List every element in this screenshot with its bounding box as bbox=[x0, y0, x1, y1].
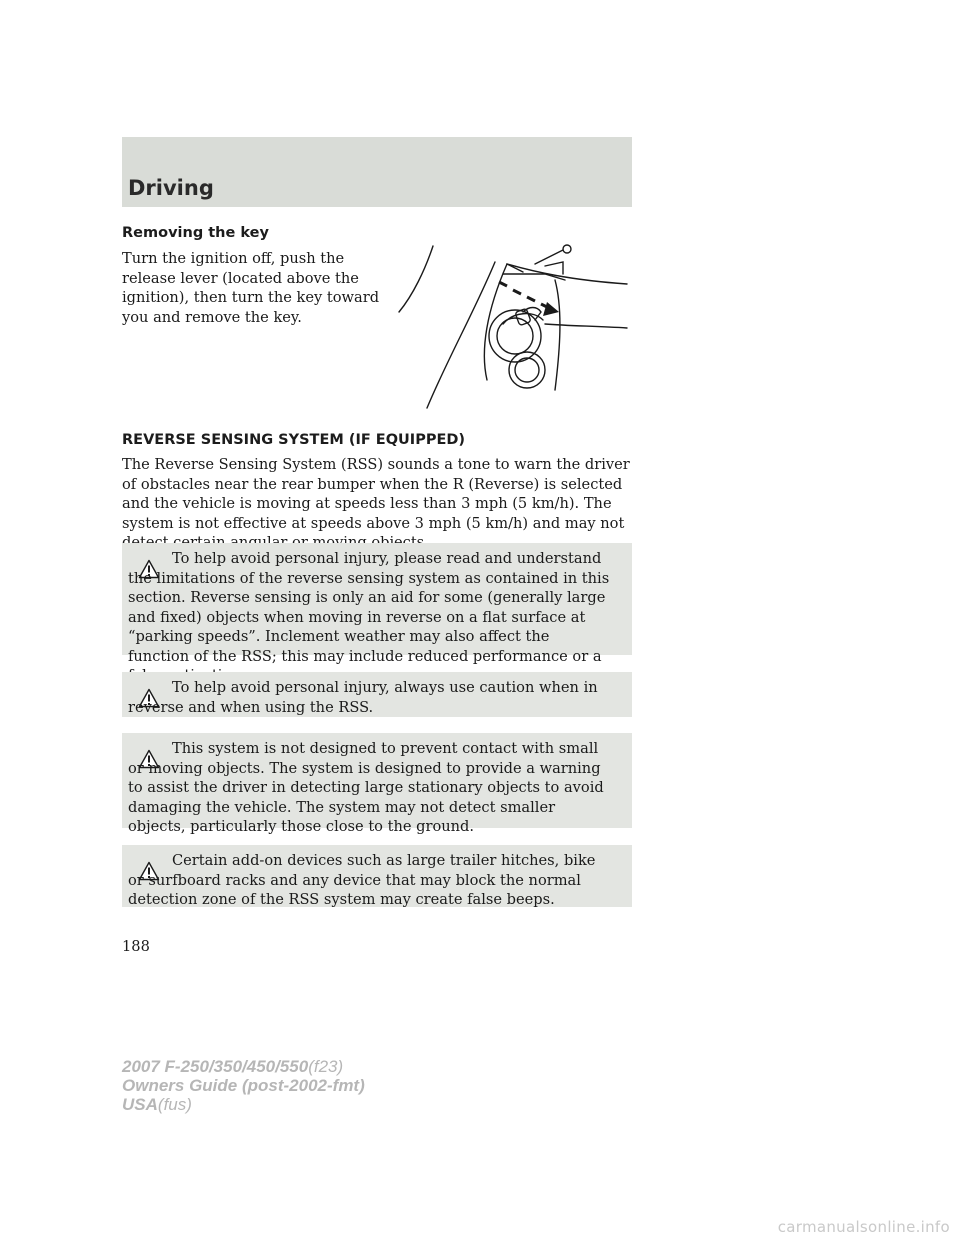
page-number: 188 bbox=[122, 938, 150, 955]
rss-paragraph: The Reverse Sensing System (RSS) sounds a tone to warn the driver of obstacles near the rear bumper when the R (Reverse) is selected and the vehicle is moving at speeds less than 3 mph (5 km/h). The system is not effective at speeds above 3 mph (5 km/h) and may not bbox=[122, 456, 630, 532]
footer-model: 2007 F-250/350/450/550 bbox=[122, 1057, 309, 1076]
warning-text: This system is not designed to prevent contact with small or moving objects. The system is designed to provide a warning to assist the driver in detecting large stationary objects to avoid damaging the vehicle. The system may not detect smaller objects, particularly those close to the ground. bbox=[128, 740, 604, 835]
footer-market: USA bbox=[122, 1095, 158, 1114]
site-watermark: carmanualsonline.info bbox=[777, 1218, 950, 1236]
footer-market-code: (fus) bbox=[157, 1095, 192, 1114]
warning-box bbox=[122, 672, 632, 717]
footer-guide: Owners Guide (post-2002-fmt) bbox=[122, 1076, 365, 1095]
warning-box bbox=[122, 733, 632, 835]
footer-model-line bbox=[122, 1057, 365, 1076]
section-title: Driving bbox=[128, 176, 214, 200]
warning-box bbox=[122, 845, 632, 907]
ignition-key-illustration bbox=[395, 240, 630, 412]
warning-text: To help avoid personal injury, always use caution when in reverse and when using the RSS. bbox=[128, 679, 598, 716]
removing-key-paragraph: Turn the ignition off, push the release lever (located above the ignition), then turn the key toward you and remove the key. bbox=[122, 250, 380, 326]
rss-heading: REVERSE SENSING SYSTEM (IF EQUIPPED) bbox=[122, 432, 466, 448]
document-footer bbox=[122, 1057, 365, 1114]
footer-market-line bbox=[122, 1095, 365, 1114]
warning-box bbox=[122, 543, 632, 665]
warning-text: Certain add-on devices such as large trailer hitches, bike or surfboard racks and any device that may block the normal detection zone of the RSS system may create false beeps. bbox=[128, 852, 596, 908]
warning-text: To help avoid personal injury, please read and understand the limitations of the reverse sensing system as contained in this section. Reverse sensing is only an aid for some (generally large and fixed) objects when moving in reverse on a flat surface at “parking speeds”. Inclement weather may also affect the function of the RSS; this may include reduced performance or a bbox=[128, 550, 610, 665]
removing-key-heading: Removing the key bbox=[122, 225, 269, 241]
footer-model-code: (f23) bbox=[308, 1057, 344, 1076]
